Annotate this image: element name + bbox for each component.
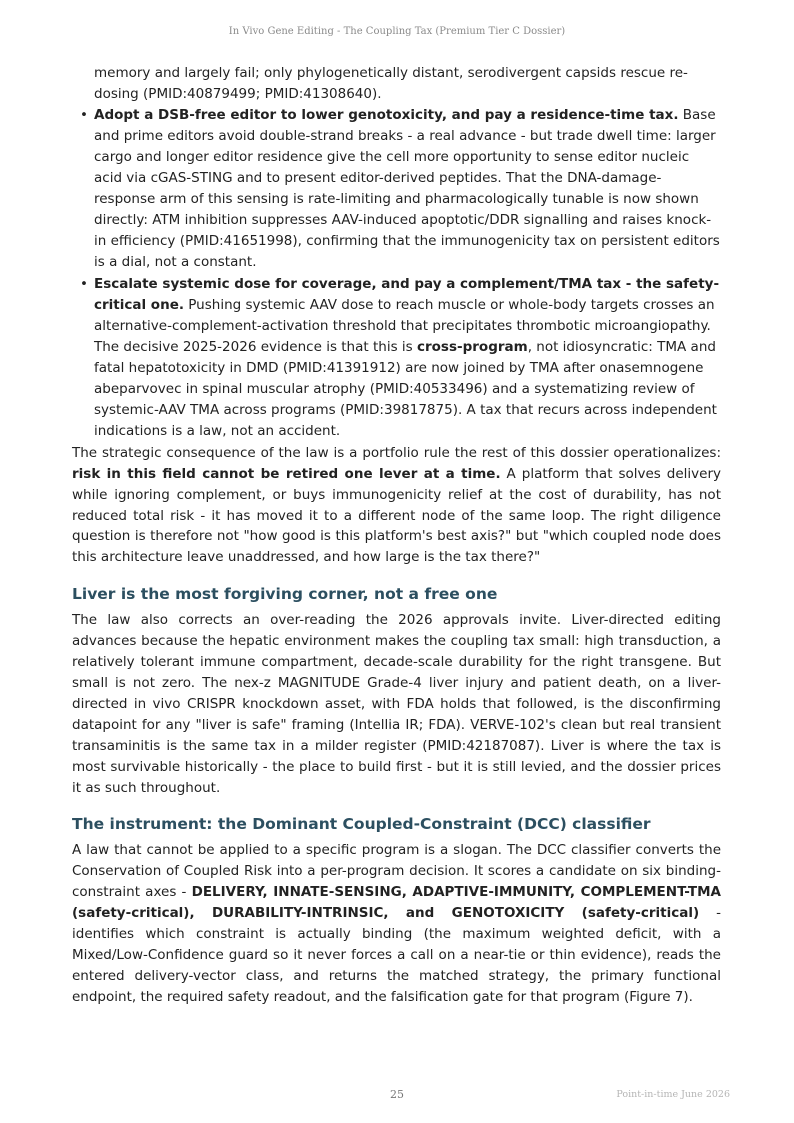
bullet-marker: • xyxy=(80,106,88,123)
bullet-item-systemic-dose xyxy=(72,274,721,442)
running-header: In Vivo Gene Editing - The Coupling Tax (Premium Tier C Dossier) xyxy=(228,26,566,37)
liver-paragraph: The law also corrects an over-reading the 2026 approvals invite. Liver-directed editing advances because the hepatic environment makes the coupling tax small: high transduction, a relatively tolerant immune compartment, decade-scale durability for the right transgene. But small is not zero. The nex-z MAGNITUDE Grade-4 liver injury and patient death, on a liver-directed in vivo CRISPR knockdown asset, with FDA holds that followed, is the disconfirming datapoint for any "liver is safe" framing (Intellia IR; FDA). VERVE-102's clean but real transient transaminitis is the same tax in a milder register (PMID:42187087). Liver is where the tax is most survivable historically - the place to build first - but it is still levied, and the dossier prices it as such throughout. xyxy=(72,612,721,796)
bullet-marker: • xyxy=(80,275,88,292)
bullet-emphasis: cross-program xyxy=(416,338,528,355)
paragraph-emphasis: risk in this field cannot be retired one lever at a time. xyxy=(72,465,501,482)
page-number: 25 xyxy=(390,1088,404,1101)
paragraph-text: - identifies which constraint is actually binding (the maximum weighted deficit, with a Mixed/Low-Confidence guard so it never forces a call on a near-tie or thin evidence), reads the entered delivery-vector class, and returns the matched strategy, the primary functional endpoint, the required safety readout, and the falsification gate for that program (Figure 7). xyxy=(72,905,721,1005)
bullet-lead: Adopt a DSB-free editor to lower genotoxicity, and pay a residence-time tax. xyxy=(94,106,679,123)
strategic-paragraph xyxy=(72,443,721,568)
section-heading-liver: Liver is the most forgiving corner, not a free one xyxy=(72,585,498,604)
paragraph-text: The strategic consequence of the law is a portfolio rule the rest of this dossier operationalizes: xyxy=(72,444,721,461)
paragraph-text: A law that cannot be applied to a specific program is a slogan. The DCC classifier converts the Conservation of Coupled Risk into a per-program decision. It scores a candidate on six binding-constraint axes - xyxy=(72,842,721,901)
bullet-text: Base and prime editors avoid double-strand breaks - a real advance - but trade dwell time: larger cargo and longer editor residence give the cell more opportunity to sense editor nucleic acid via cGAS-STING and to present editor-derived peptides. That the DNA-damage-response arm of this sensing is rate-limiting and pharmacologically tunable is now shown directly: ATM inhibition suppresses AAV-induced apoptotic/DDR signalling and raises knock-in efficiency (PMID:41651998), confirming that the immunogenicity tax on persistent editors is a dial, not a constant. xyxy=(94,106,720,270)
paragraph-text: A platform that solves delivery while ignoring complement, or buys immunogenicity relief at the cost of durability, has not reduced total risk - it has moved it to a different node of the same loop. The right diligence question is therefore not "how good is this platform's best axis?" but "which coupled node does this architecture leave unaddressed, and how large is the tax there?" xyxy=(72,465,721,566)
bullet-list xyxy=(72,105,721,442)
bullet-text: , not idiosyncratic: TMA and fatal hepatotoxicity in DMD (PMID:41391912) are now joined by TMA after onasemnogene abeparvovec in spinal muscular atrophy (PMID:40533496) and a systematizing review of systemic-AAV TMA across programs (PMID:39817875). A tax that recurs across independent indications is a law, not an accident. xyxy=(94,338,717,439)
page-content xyxy=(72,63,721,1008)
paragraph-emphasis: DELIVERY, INNATE-SENSING, ADAPTIVE-IMMUNITY, COMPLEMENT-TMA (safety-critical), DURABILITY-INTRINSIC, and GENOTOXICITY (safety-critical) xyxy=(72,884,721,922)
bullet-item-dsb-free xyxy=(72,105,721,273)
continuation-text: memory and largely fail; only phylogenetically distant, serodivergent capsids rescue re-dosing (PMID:40879499; PMID:41308640). xyxy=(94,65,688,102)
section-heading-dcc: The instrument: the Dominant Coupled-Constraint (DCC) classifier xyxy=(72,815,651,834)
dcc-paragraph xyxy=(72,840,721,1007)
bullet-text: Pushing systemic AAV dose to reach muscle or whole-body targets crosses an alternative-complement-activation threshold that precipitates thrombotic microangiopathy. The decisive 2025-2026 evidence is that this is xyxy=(94,296,715,355)
bullet-lead: Escalate systemic dose for coverage, and pay a complement/TMA tax - the safety-critical one. xyxy=(94,275,720,313)
point-in-time-stamp: Point-in-time June 2026 xyxy=(616,1089,730,1100)
